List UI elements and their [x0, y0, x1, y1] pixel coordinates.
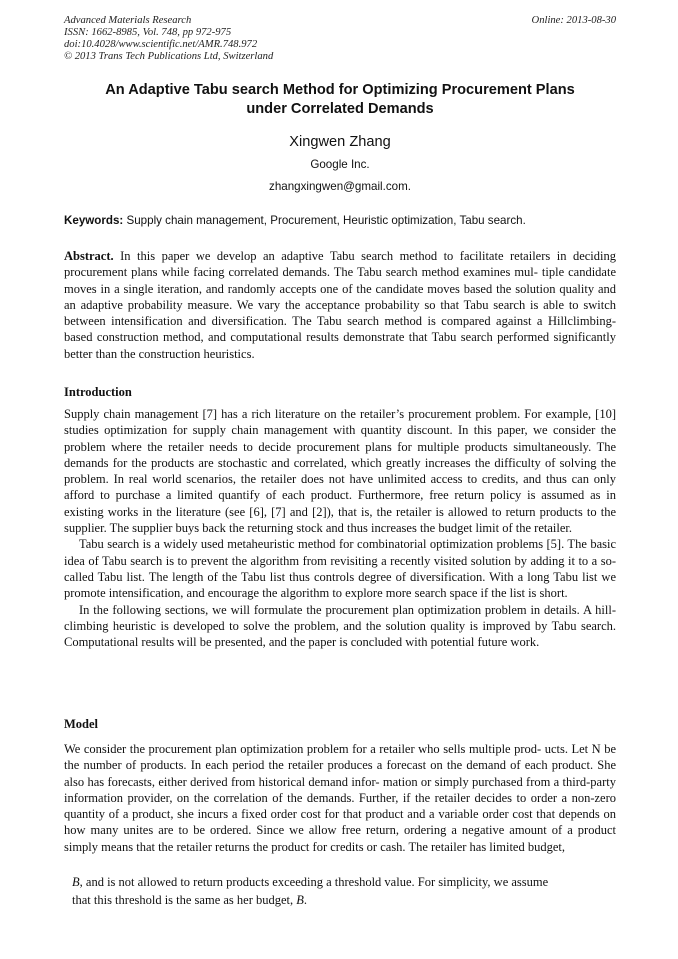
model-line-budget	[72, 874, 612, 890]
introduction-heading: Introduction	[64, 385, 132, 399]
budget-variable: B	[72, 875, 80, 889]
copyright-line: © 2013 Trans Tech Publications Ltd, Switzerland	[64, 51, 274, 62]
model-line-2-text: , and is not allowed to return products exceeding a threshold value. For simplicity, we assume	[79, 875, 549, 889]
abstract	[64, 248, 616, 362]
model-paragraph-1: We consider the procurement plan optimization problem for a retailer who sells multiple prod- ucts. Let N be the number of products. In each period the retailer produces a forecast on the demand of each product. She also has forecasts, either derived from historical demand infor- mation or simply purchased from a third-party information provider, on the correlation of the demands. Further, if the retailer decides to order a non-zero quantity of a product, she incurs a fixed order cost for that product and a variable order cost that depends on how many unites are to be ordered. Since we allow free return, ordering a negative amount of a product simply means that the retailer returns the product for credits or cash. The retailer has limited budget,	[64, 742, 616, 854]
journal-name: Advanced Materials Research	[64, 15, 192, 26]
author-affiliation: Google Inc.	[310, 158, 370, 171]
model-heading: Model	[64, 717, 99, 731]
abstract-text: In this paper we develop an adaptive Tabu search method to facilitate retailers in deciding procurement plans while facing correlated demands. The Tabu search method examines mul- tiple candidate moves in a single iteration, and randomly accepts one of the candidate moves based the solution quality and an adaptive probability measure. We vary the acceptance probability so that Tabu search is able to switch between intensification and diversification. The Tabu search method is compared against a Hillclimbing- based construction method, and computational results demonstrate that Tabu search performed significantly better than the construction heuristics.	[64, 249, 616, 361]
journal-header	[64, 15, 616, 63]
online-date: Online: 2013-08-30	[531, 15, 616, 26]
title-line-2: under Correlated Demands	[246, 101, 434, 117]
introduction-paragraph-3: In the following sections, we will formulate the procurement plan optimization problem in details. A hill- climbing heuristic is developed to solve the problem, and the solution quality is improved by Tabu search. Computational results will be presented, and the paper is concluded with potential future work.	[64, 602, 616, 650]
model-line-3-end: .	[303, 893, 308, 907]
model-line-threshold	[72, 892, 612, 908]
doi-line: doi:10.4028/www.scientific.net/AMR.748.972	[64, 39, 258, 50]
keywords-text: Supply chain management, Procurement, Heuristic optimization, Tabu search.	[123, 214, 526, 227]
keywords	[64, 214, 616, 228]
issn-line: ISSN: 1662-8985, Vol. 748, pp 972-975	[64, 27, 232, 38]
model-line-3-text: that this threshold is the same as her budget,	[72, 893, 297, 907]
introduction-paragraph-2: Tabu search is a widely used metaheuristic method for combinatorial optimization problems [5]. The basic idea of Tabu search is to prevent the algorithm from revisiting a recently visited solution by adding it to a so-called Tabu list. The length of the Tabu list thus controls degree of diversification. With a long Tabu list we promote intensification, and encourage the algorithm to explore more search space if the list is short.	[64, 537, 616, 601]
keywords-label: Keywords:	[64, 214, 124, 227]
abstract-label: Abstract.	[64, 249, 114, 263]
paper-title	[64, 81, 616, 119]
budget-variable-2: B	[296, 893, 304, 907]
author-name: Xingwen Zhang	[289, 134, 391, 150]
introduction-paragraph-1: Supply chain management [7] has a rich literature on the retailer’s procurement problem. For example, [10] studies optimization for supply chain management with quantity discount. In this paper, we consider the problem where the retailer needs to decide procurement plans for multiple products simultaneously. The demands for the products are stochastic and correlated, which greatly increases the difficulty of solving the problem. In real world scenarios, the retailer does not have unlimited access to credits, and thus can only afford to purchase a limited quantify of each product. Furthermore, free return policy is assumed as in existing works in the literature (see [6], [7] and [2]), that is, the retailer is allowed to return products to the supplier. The supplier buys back the returning stock and thus increases the budget limit of the retailer.	[64, 407, 616, 536]
introduction-section	[64, 406, 616, 650]
model-section	[64, 741, 616, 855]
author-email: zhangxingwen@gmail.com.	[269, 180, 411, 193]
title-line-1: An Adaptive Tabu search Method for Optimizing Procurement Plans	[105, 82, 575, 98]
